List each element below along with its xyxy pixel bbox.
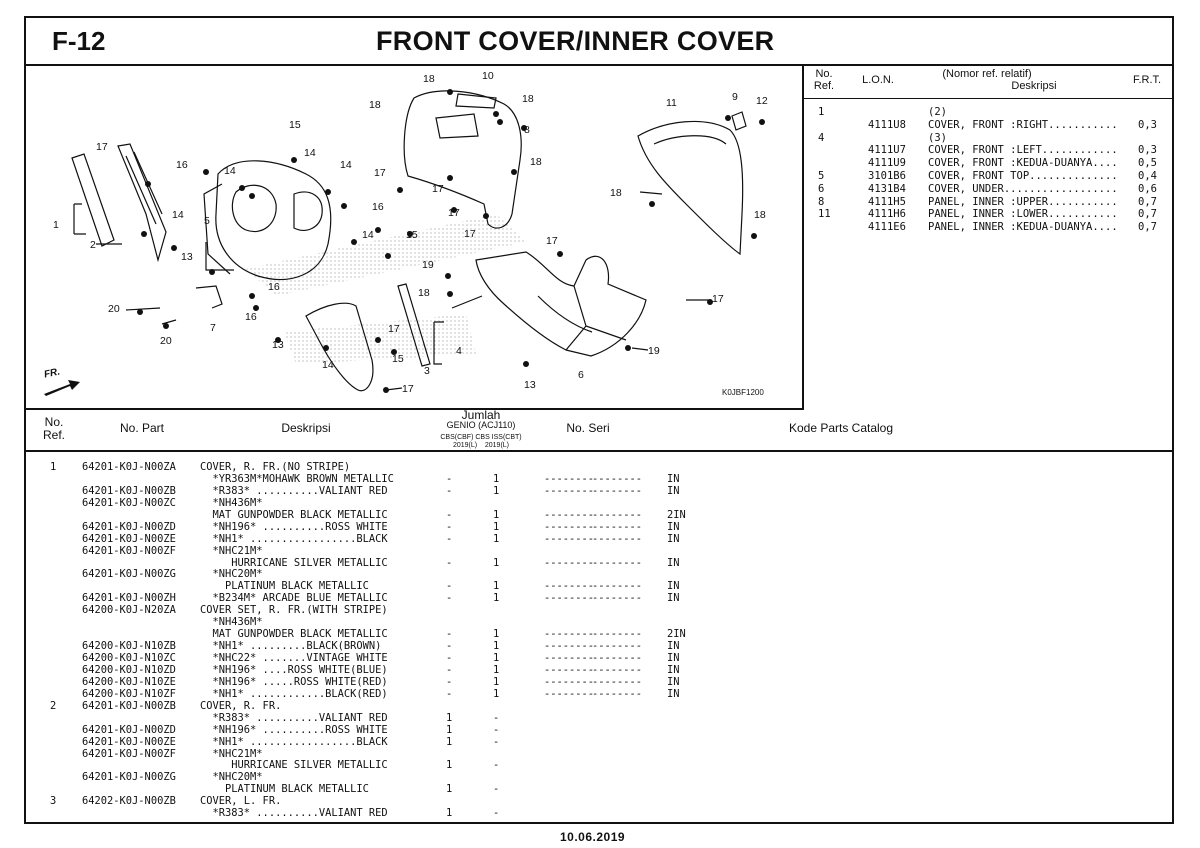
part-cell-cat: IN [667,580,680,593]
callout-label: 15 [289,119,301,131]
part-cell-s2: -------- [592,484,643,497]
table-row [26,485,1172,497]
part-cell-q2: 1 [493,592,500,605]
part-cell-desc: PLATINUM BLACK METALLIC [200,580,369,593]
lon-row [804,183,1174,196]
parts-header-model: GENIO (ACJ110) [446,420,516,430]
callout-label: 20 [108,303,120,315]
part-cell-desc: *NH436M* [200,496,263,509]
part-cell-part: 64202-K0J-N00ZB [82,795,176,808]
lon-table-header [804,64,1174,99]
lon-cell-lon: 4131B4 [868,182,906,195]
callout-label: 17 [374,167,386,179]
callout-label: 18 [530,156,542,168]
lon-cell-frt: 0,5 [1138,157,1157,170]
lon-cell-ref: 8 [818,195,825,208]
part-cell-q2: 1 [493,628,500,641]
part-cell-desc: *NH1* .................BLACK [200,735,388,748]
part-cell-q1: 1 [446,723,453,736]
part-cell-s2: -------- [592,508,643,521]
part-cell-q2: 1 [493,472,500,485]
part-cell-desc: *NHC21M* [200,544,263,557]
part-cell-desc: PLATINUM BLACK METALLIC [200,783,369,796]
callout-label: 19 [422,259,434,271]
table-row [26,509,1172,521]
part-cell-cat: IN [667,472,680,485]
part-cell-q2: 1 [493,484,500,497]
lon-header-desc-top: (Nomor ref. relatif) [942,68,1032,80]
part-cell-s1: -------- [544,556,595,569]
exploded-diagram [26,64,804,410]
part-cell-s1: -------- [544,663,595,676]
part-cell-cat: IN [667,484,680,497]
part-cell-q2: 1 [493,532,500,545]
part-cell-desc: COVER, R. FR.(NO STRIPE) [200,461,351,473]
part-cell-cat: IN [667,687,680,700]
part-cell-desc: COVER, R. FR. [200,699,282,712]
part-cell-q2: - [493,735,500,748]
page-frame [24,16,1174,824]
table-row [26,783,1172,795]
part-cell-q2: 1 [493,640,500,653]
part-cell-q2: 1 [493,675,500,688]
lon-header-frt: F.R.T. [1132,74,1162,86]
part-cell-s2: -------- [592,520,643,533]
part-cell-s2: -------- [592,472,643,485]
parts-header-deskripsi: Deskripsi [281,421,331,435]
footer-date: 10.06.2019 [560,830,626,844]
figure-code: K0JBF1200 [722,388,764,397]
lon-cell-lon: 4111U7 [868,144,906,157]
part-cell-q2: 1 [493,556,500,569]
lon-cell-ref: 4 [818,131,825,144]
callout-label: 13 [524,379,536,391]
part-cell-part: 64201-K0J-N00ZD [82,520,176,533]
part-cell-desc: *R383* ..........VALIANT RED [200,807,388,820]
part-cell-desc: *NH1* .........BLACK(BROWN) [200,640,382,653]
lon-cell-frt: 0,7 [1138,221,1157,234]
part-cell-q1: - [446,556,453,569]
lon-cell-lon: 4111U9 [868,157,906,170]
table-row [26,473,1172,485]
table-row [26,616,1172,628]
part-cell-desc: MAT GUNPOWDER BLACK METALLIC [200,628,388,641]
part-cell-q2: - [493,759,500,772]
part-cell-cat: IN [667,592,680,605]
part-cell-s1: -------- [544,687,595,700]
part-cell-q1: 1 [446,711,453,724]
lon-row [804,132,1174,145]
part-cell-part: 64200-K0J-N10ZE [82,675,176,688]
part-cell-desc: *B234M* ARCADE BLUE METALLIC [200,592,388,605]
table-row [26,461,1172,473]
lon-header-desc-bottom: Deskripsi [1011,80,1057,92]
part-cell-ref: 2 [50,699,57,712]
callout-label: 17 [432,183,444,195]
part-cell-part: 64201-K0J-N00ZF [82,747,176,760]
part-cell-cat: IN [667,520,680,533]
callout-label: 8 [524,124,530,136]
lon-row [804,196,1174,209]
callout-label: 14 [304,147,316,159]
part-cell-desc: MAT GUNPOWDER BLACK METALLIC [200,508,388,521]
lon-cell-desc: COVER, FRONT TOP.............. [928,169,1118,182]
part-cell-q1: - [446,663,453,676]
table-row [26,557,1172,569]
part-cell-q2: - [493,807,500,820]
lon-cell-desc: COVER, UNDER.................. [928,182,1118,195]
parts-table-body [26,461,1172,819]
callout-label: 17 [448,207,460,219]
lon-row [804,144,1174,157]
callout-label: 17 [546,235,558,247]
part-cell-s2: -------- [592,532,643,545]
part-cell-s2: -------- [592,675,643,688]
callout-label: 14 [362,229,374,241]
part-cell-s1: -------- [544,508,595,521]
parts-header-no-ref: No. Ref. [42,415,65,442]
lon-row [804,106,1174,119]
part-cell-s2: -------- [592,663,643,676]
part-cell-q2: 1 [493,663,500,676]
lon-row [804,208,1174,221]
part-cell-q2: - [493,723,500,736]
part-cell-s1: -------- [544,580,595,593]
lon-cell-ref: 11 [818,208,831,221]
callout-label: 2 [90,239,96,251]
part-cell-cat: IN [667,556,680,569]
part-cell-q1: - [446,508,453,521]
callout-label: 15 [406,229,418,241]
callout-label: 17 [402,383,414,395]
part-cell-q2: 1 [493,520,500,533]
part-cell-q1: 1 [446,759,453,772]
part-cell-part: 64200-K0J-N20ZA [82,604,176,617]
part-cell-q1: - [446,592,453,605]
lon-cell-ref: 1 [818,106,825,118]
section-code: F-12 [52,26,106,56]
part-cell-part: 64201-K0J-N00ZA [82,461,176,473]
part-cell-q2: 1 [493,580,500,593]
part-cell-s1: -------- [544,472,595,485]
lon-table-body [804,106,1174,234]
parts-header-sub2: 2019(L) 2019(L) [452,442,510,449]
page-header [26,18,1172,66]
part-cell-s1: -------- [544,484,595,497]
callout-label: 6 [578,369,584,381]
lon-header-no-ref: No. Ref. [813,68,835,92]
table-row [26,700,1172,712]
lon-cell-lon: 4111H5 [868,195,906,208]
part-cell-ref: 1 [50,461,57,473]
lon-cell-desc: (2) [928,106,947,118]
table-row [26,652,1172,664]
table-row [26,640,1172,652]
callout-label: 4 [456,345,462,357]
part-cell-q1: - [446,484,453,497]
part-cell-cat: IN [667,652,680,664]
part-cell-cat: IN [667,675,680,688]
part-cell-desc: COVER, L. FR. [200,795,282,808]
part-cell-q1: - [446,675,453,688]
parts-header-jumlah: Jumlah [461,408,501,422]
parts-header-no-seri: No. Seri [566,421,610,435]
part-cell-desc: *NH196* .....ROSS WHITE(RED) [200,675,388,688]
lon-row [804,157,1174,170]
part-cell-desc: *NHC20M* [200,771,263,784]
part-cell-desc: *NH436M* [200,616,263,629]
part-cell-part: 64200-K0J-N10ZF [82,687,176,700]
lon-cell-lon: 4111H6 [868,208,906,221]
part-cell-q1: - [446,687,453,700]
table-row [26,533,1172,545]
part-cell-q1: 1 [446,783,453,796]
part-cell-part: 64201-K0J-N00ZD [82,723,176,736]
lon-row [804,170,1174,183]
table-row [26,568,1172,580]
part-cell-s2: -------- [592,687,643,700]
part-cell-q2: 1 [493,508,500,521]
callout-label: 16 [372,201,384,213]
callout-label: 18 [610,187,622,199]
part-cell-desc: *NHC21M* [200,747,263,760]
callout-label: 14 [224,165,236,177]
table-row [26,604,1172,616]
callout-label: 7 [210,322,216,334]
part-cell-s2: -------- [592,640,643,653]
table-row [26,521,1172,533]
part-cell-s1: -------- [544,592,595,605]
lon-cell-ref: 6 [818,182,825,195]
part-cell-s2: -------- [592,628,643,641]
part-cell-s1: -------- [544,640,595,653]
part-cell-s1: -------- [544,628,595,641]
part-cell-part: 64201-K0J-N00ZE [82,532,176,545]
lon-cell-frt: 0,6 [1138,182,1157,195]
part-cell-desc: *R383* ..........VALIANT RED [200,484,388,497]
part-cell-s2: -------- [592,556,643,569]
table-row [26,664,1172,676]
part-cell-desc: *YR363M*MOHAWK BROWN METALLIC [200,472,394,485]
part-cell-desc: *R383* ..........VALIANT RED [200,711,388,724]
lon-row [804,119,1174,132]
part-cell-q2: 1 [493,652,500,664]
part-cell-part: 64201-K0J-N00ZH [82,592,176,605]
part-cell-q1: - [446,472,453,485]
part-cell-desc: *NH196* ..........ROSS WHITE [200,520,388,533]
part-cell-desc: HURRICANE SILVER METALLIC [200,759,388,772]
part-cell-q1: - [446,652,453,664]
callout-label: 14 [322,359,334,371]
lon-cell-lon: 4111E6 [868,221,906,234]
table-row [26,807,1172,819]
callout-label: 17 [96,141,108,153]
callout-label: 17 [712,293,724,305]
part-cell-part: 64201-K0J-N00ZG [82,771,176,784]
table-row [26,736,1172,748]
callout-label: 18 [522,93,534,105]
part-cell-q2: - [493,711,500,724]
callout-label: 14 [340,159,352,171]
part-cell-desc: COVER SET, R. FR.(WITH STRIPE) [200,604,388,617]
part-cell-cat: 2IN [667,508,686,521]
part-cell-q2: 1 [493,687,500,700]
table-row [26,688,1172,700]
parts-header-sub1: CBS(CBF) CBS ISS(CBT) [440,434,522,441]
part-cell-q1: 1 [446,807,453,820]
table-row [26,771,1172,783]
part-cell-part: 64201-K0J-N00ZF [82,544,176,557]
part-cell-q2: - [493,783,500,796]
part-cell-desc: *NH1* .................BLACK [200,532,388,545]
callout-label: 19 [648,345,660,357]
page-title: FRONT COVER/INNER COVER [376,26,775,56]
table-row [26,676,1172,688]
callout-label: 9 [732,91,738,103]
lon-cell-desc: COVER, FRONT :LEFT............ [928,144,1118,157]
table-row [26,628,1172,640]
lon-cell-frt: 0,3 [1138,144,1157,157]
part-cell-part: 64200-K0J-N10ZD [82,663,176,676]
part-cell-part: 64200-K0J-N10ZB [82,640,176,653]
direction-label: FR. [43,366,62,381]
callout-label: 3 [424,365,430,377]
lon-cell-frt: 0,4 [1138,169,1157,182]
table-row [26,497,1172,509]
part-cell-q1: - [446,520,453,533]
part-cell-s2: -------- [592,592,643,605]
part-cell-part: 64201-K0J-N00ZC [82,496,176,509]
parts-header-no-part: No. Part [119,421,164,435]
part-cell-q1: - [446,532,453,545]
part-cell-q1: 1 [446,735,453,748]
part-cell-s1: -------- [544,520,595,533]
table-row [26,712,1172,724]
callout-label: 14 [172,209,184,221]
table-row [26,795,1172,807]
callout-label: 16 [268,281,280,293]
lon-cell-desc: PANEL, INNER :UPPER........... [928,195,1118,208]
part-cell-s1: -------- [544,532,595,545]
callout-label: 17 [388,323,400,335]
lon-cell-desc: COVER, FRONT :RIGHT........... [928,118,1118,131]
lon-cell-lon: 3101B6 [868,169,906,182]
callout-label: 5 [204,215,210,227]
part-cell-part: 64200-K0J-N10ZC [82,652,176,664]
callout-label: 15 [392,353,404,365]
part-cell-ref: 3 [50,795,57,808]
callout-label: 12 [756,95,768,107]
table-row [26,592,1172,604]
lon-cell-desc: PANEL, INNER :KEDUA-DUANYA.... [928,221,1118,234]
callout-label: 20 [160,335,172,347]
lon-cell-desc: COVER, FRONT :KEDUA-DUANYA.... [928,157,1118,170]
callout-label: 18 [418,287,430,299]
callout-label: 18 [754,209,766,221]
table-row [26,545,1172,557]
callout-label: 17 [464,228,476,240]
part-cell-part: 64201-K0J-N00ZG [82,568,176,581]
part-cell-desc: *NHC22* .......VINTAGE WHITE [200,652,388,664]
lon-cell-frt: 0,7 [1138,208,1157,221]
part-cell-cat: IN [667,663,680,676]
part-cell-q1: - [446,628,453,641]
part-cell-s1: -------- [544,652,595,664]
lon-cell-desc: PANEL, INNER :LOWER........... [928,208,1118,221]
callout-label: 13 [272,339,284,351]
parts-header-catalog: Kode Parts Catalog [788,421,894,435]
callout-label: 1 [53,219,59,231]
table-row [26,759,1172,771]
part-cell-desc: *NH196* ..........ROSS WHITE [200,723,388,736]
table-row [26,580,1172,592]
callout-label: 16 [245,311,257,323]
part-cell-desc: *NH1* ............BLACK(RED) [200,687,388,700]
part-cell-part: 64201-K0J-N00ZB [82,699,176,712]
callout-label: 18 [423,73,435,85]
parts-table-header [26,410,1172,452]
lon-cell-ref: 5 [818,169,825,182]
part-cell-s2: -------- [592,580,643,593]
callout-label: 13 [181,251,193,263]
table-row [26,748,1172,760]
part-cell-desc: *NH196* ....ROSS WHITE(BLUE) [200,663,388,676]
part-cell-desc: HURRICANE SILVER METALLIC [200,556,388,569]
callout-label: 16 [176,159,188,171]
part-cell-cat: 2IN [667,628,686,641]
callout-label: 18 [369,99,381,111]
part-cell-cat: IN [667,532,680,545]
lon-header-lon: L.O.N. [862,74,894,86]
table-row [26,724,1172,736]
lon-cell-lon: 4111U8 [868,118,906,131]
lon-cell-frt: 0,3 [1138,118,1157,131]
part-cell-q1: - [446,580,453,593]
callout-label: 11 [666,97,677,109]
part-cell-q1: - [446,640,453,653]
part-cell-s1: -------- [544,675,595,688]
callout-label: 10 [482,70,494,82]
part-cell-s2: -------- [592,652,643,664]
lon-cell-desc: (3) [928,131,947,144]
part-cell-desc: *NHC20M* [200,568,263,581]
lon-row [804,221,1174,234]
part-cell-cat: IN [667,640,680,653]
lon-cell-frt: 0,7 [1138,195,1157,208]
part-cell-part: 64201-K0J-N00ZB [82,484,176,497]
part-cell-part: 64201-K0J-N00ZE [82,735,176,748]
